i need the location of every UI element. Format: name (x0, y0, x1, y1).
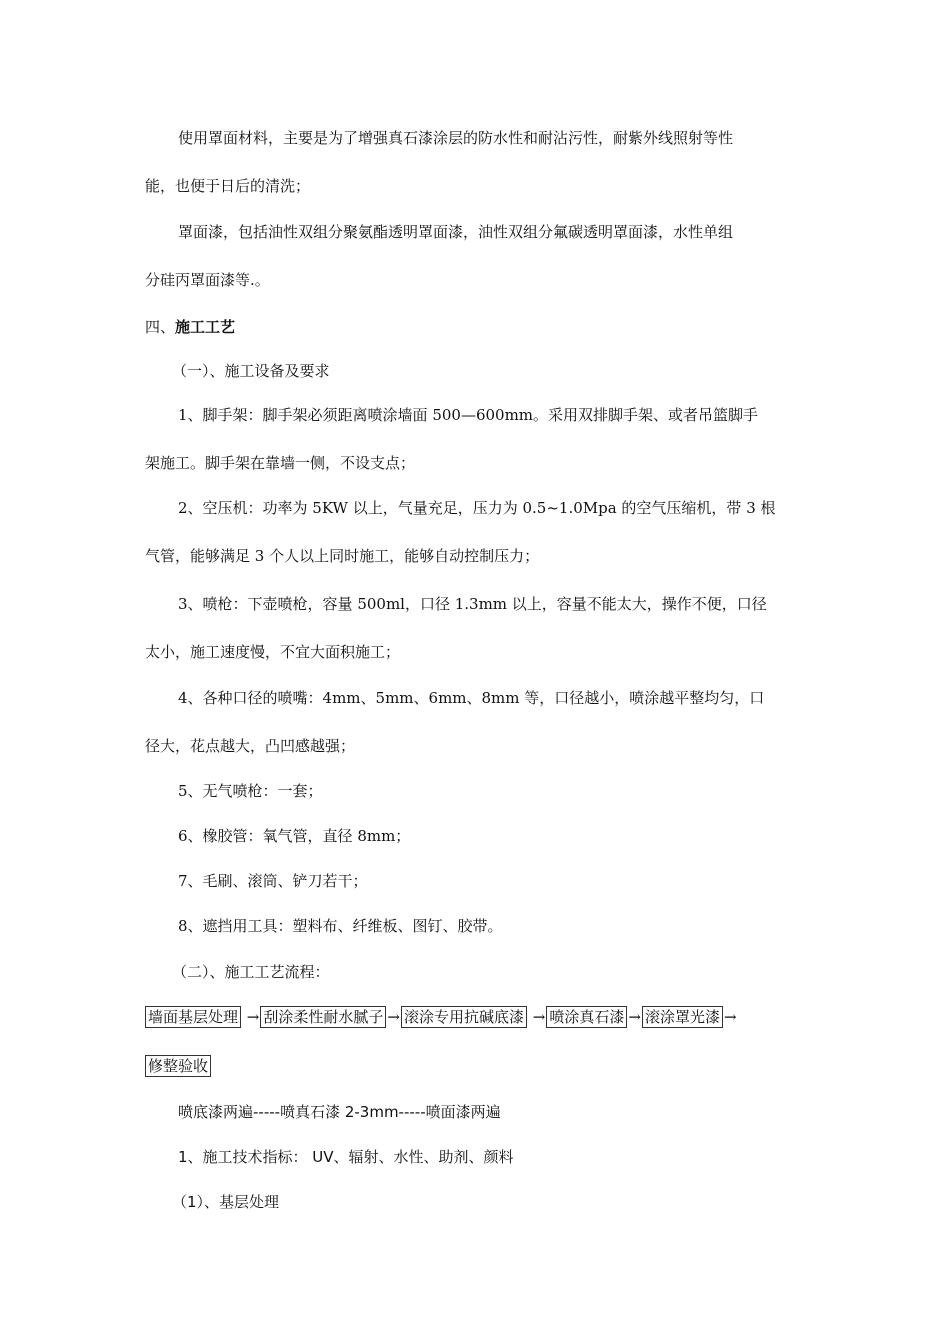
equipment-line: 7、毛刷、滚筒、铲刀若干； (178, 872, 368, 890)
tech-index-line: 1、施工技术指标： UV、辐射、水性、助剂、颜料 (178, 1148, 514, 1166)
process-step: 喷涂真石漆 (546, 1006, 627, 1028)
equipment-line: 气管，能够满足 3 个人以上同时施工，能够自动控制压力； (145, 547, 540, 565)
equipment-line: 太小，施工速度慢，不宜大面积施工； (145, 643, 401, 661)
arrow-right-icon: → (723, 1008, 737, 1026)
arrow-right-icon: → (246, 1008, 260, 1026)
equipment-line: 5、无气喷枪：一套； (178, 782, 323, 800)
equipment-line: 3、喷枪：下壶喷枪，容量 500ml，口径 1.3mm 以上，容量不能太大，操作不便，口径 (178, 595, 767, 613)
arrow-right-icon: → (532, 1008, 546, 1026)
process-step: 刮涂柔性耐水腻子 (260, 1006, 386, 1028)
section-heading (145, 317, 235, 337)
process-step: 修整验收 (145, 1055, 211, 1077)
equipment-line: 架施工。脚手架在靠墙一侧，不设支点； (145, 454, 416, 472)
equipment-line: 8、遮挡用工具：塑料布、纤维板、图钉、胶带。 (178, 917, 503, 935)
paragraph-line: 分硅丙罩面漆等.。 (145, 271, 270, 289)
section-title: 施工工艺 (175, 318, 236, 336)
arrow-right-icon: → (628, 1008, 641, 1026)
sub-heading-base-treatment: （1）、基层处理 (172, 1193, 280, 1211)
equipment-line: 2、空压机：功率为 5KW 以上，气量充足，压力为 0.5~1.0Mpa 的空气压缩机，带 3 根 (178, 499, 776, 517)
subsection-heading: （一）、施工设备及要求 (172, 362, 330, 380)
arrow-right-icon: → (387, 1008, 400, 1026)
paragraph-line: 使用罩面材料，主要是为了增强真石漆涂层的防水性和耐沾污性，耐紫外线照射等性 (178, 129, 734, 147)
process-step: 滚涂罩光漆 (642, 1006, 723, 1028)
paragraph-line: 能，也便于日后的清洗； (145, 177, 311, 195)
process-flow (145, 1006, 738, 1028)
equipment-line: 径大，花点越大，凸凹感越强； (145, 737, 356, 755)
process-step: 滚涂专用抗碱底漆 (401, 1006, 527, 1028)
spray-sequence-line: 喷底漆两遍-----喷真石漆 2-3mm-----喷面漆两遍 (178, 1103, 501, 1121)
process-step: 墙面基层处理 (145, 1006, 241, 1028)
equipment-line: 4、各种口径的喷嘴：4mm、5mm、6mm、8mm 等，口径越小，喷涂越平整均匀，口 (178, 689, 765, 707)
equipment-line: 6、橡胶管：氧气管，直径 8mm； (178, 827, 411, 845)
subsection-heading: （二）、施工工艺流程： (172, 963, 330, 981)
process-final-step-row (145, 1055, 211, 1077)
section-prefix: 四、 (145, 318, 176, 336)
paragraph-line: 罩面漆，包括油性双组分聚氨酯透明罩面漆，油性双组分氟碳透明罩面漆，水性单组 (178, 223, 734, 241)
equipment-line: 1、脚手架：脚手架必须距离喷涂墙面 500—600mm。采用双排脚手架、或者吊篮脚手 (178, 406, 759, 424)
